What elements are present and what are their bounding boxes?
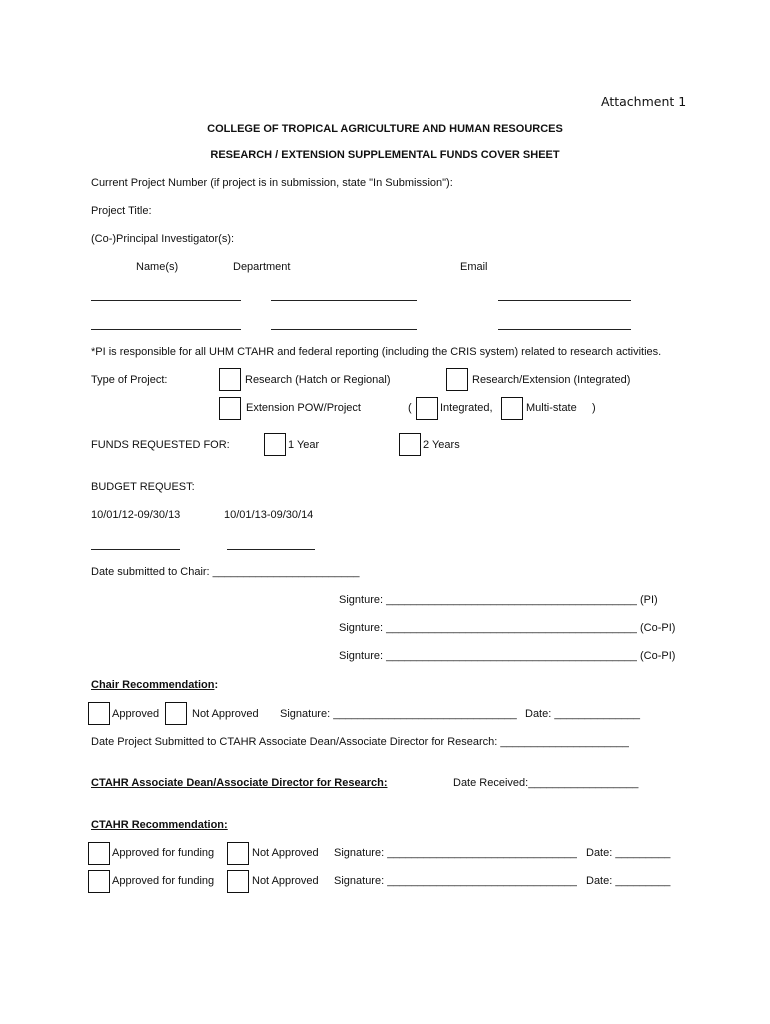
chair-approved-checkbox[interactable] <box>88 702 110 725</box>
two-years-checkbox[interactable] <box>399 433 421 456</box>
chair-recommendation-colon: : <box>214 679 219 691</box>
pi-label: (Co-)Principal Investigator(s): <box>91 233 235 245</box>
pi-email-field-2[interactable] <box>498 329 631 330</box>
approved-funding-checkbox-2[interactable] <box>88 870 110 893</box>
ctahr-recommendation-heading: CTAHR Recommendation: <box>91 819 228 831</box>
ctahr-signature-line-1[interactable]: Signature: _______________________________ <box>334 847 577 859</box>
pi-department-field-2[interactable] <box>271 329 417 330</box>
one-year-label: 1 Year <box>288 439 320 451</box>
ctahr-dean-heading: CTAHR Associate Dean/Associate Director for Research: <box>91 777 388 789</box>
pi-signature-line[interactable]: Signture: _________________________________________ (PI) <box>339 594 658 606</box>
chair-approved-label: Approved <box>112 708 160 720</box>
approved-funding-label-2: Approved for funding <box>112 875 215 887</box>
not-approved-checkbox-1[interactable] <box>227 842 249 865</box>
ctahr-signature-line-2[interactable]: Signature: _______________________________ <box>334 875 577 887</box>
pi-name-field-2[interactable] <box>91 329 241 330</box>
chair-recommendation-text: Chair Recommendation <box>91 679 215 691</box>
col-names-header: Name(s) <box>136 261 179 273</box>
integrated-checkbox[interactable] <box>416 397 438 420</box>
research-hatch-label: Research (Hatch or Regional) <box>245 374 391 386</box>
multistate-checkbox[interactable] <box>501 397 523 420</box>
budget-period-2: 10/01/13-09/30/14 <box>224 509 314 521</box>
budget-amount-field-2[interactable] <box>227 549 315 550</box>
chair-date-line[interactable]: Date: ______________ <box>525 708 640 720</box>
ctahr-date-line-1[interactable]: Date: _________ <box>586 847 671 859</box>
pi-department-field-1[interactable] <box>271 300 417 301</box>
date-submitted-chair[interactable]: Date submitted to Chair: ________________________ <box>91 566 360 578</box>
col-email-header: Email <box>460 261 488 273</box>
research-hatch-checkbox[interactable] <box>219 368 241 391</box>
research-extension-checkbox[interactable] <box>446 368 468 391</box>
multistate-label: Multi-state <box>526 402 577 414</box>
copi-signature-line-2[interactable]: Signture: _________________________________________ (Co-PI) <box>339 650 676 662</box>
pi-name-field-1[interactable] <box>91 300 241 301</box>
two-years-label: 2 Years <box>423 439 460 451</box>
form-title: RESEARCH / EXTENSION SUPPLEMENTAL FUNDS COVER SHEET <box>210 149 560 161</box>
integrated-label: Integrated, <box>440 402 493 414</box>
project-title-label: Project Title: <box>91 205 152 217</box>
pi-email-field-1[interactable] <box>498 300 631 301</box>
one-year-checkbox[interactable] <box>264 433 286 456</box>
date-received-line[interactable]: Date Received:__________________ <box>453 777 639 789</box>
chair-not-approved-label: Not Approved <box>192 708 259 720</box>
college-title: COLLEGE OF TROPICAL AGRICULTURE AND HUMAN RESOURCES <box>207 123 563 135</box>
project-type-label: Type of Project: <box>91 374 168 386</box>
budget-period-1: 10/01/12-09/30/13 <box>91 509 181 521</box>
chair-signature-line[interactable]: Signature: ______________________________ <box>280 708 517 720</box>
approved-funding-label-1: Approved for funding <box>112 847 215 859</box>
budget-amount-field-1[interactable] <box>91 549 180 550</box>
date-submitted-ctahr-line[interactable]: Date Project Submitted to CTAHR Associate Dean/Associate Director for Research: _____________________ <box>91 736 629 748</box>
col-department-header: Department <box>233 261 291 273</box>
chair-not-approved-checkbox[interactable] <box>165 702 187 725</box>
attachment-label: Attachment 1 <box>601 94 687 109</box>
research-extension-label: Research/Extension (Integrated) <box>472 374 631 386</box>
project-number-label: Current Project Number (if project is in submission, state "In Submission"): <box>91 177 453 189</box>
ctahr-date-line-2[interactable]: Date: _________ <box>586 875 671 887</box>
paren-open: ( <box>408 402 412 414</box>
not-approved-checkbox-2[interactable] <box>227 870 249 893</box>
not-approved-label-1: Not Approved <box>252 847 319 859</box>
extension-pow-checkbox[interactable] <box>219 397 241 420</box>
approved-funding-checkbox-1[interactable] <box>88 842 110 865</box>
budget-request-label: BUDGET REQUEST: <box>91 481 195 493</box>
not-approved-label-2: Not Approved <box>252 875 319 887</box>
pi-responsibility-note: *PI is responsible for all UHM CTAHR and federal reporting (including the CRIS system) related to research activities. <box>91 346 662 358</box>
funds-requested-label: FUNDS REQUESTED FOR: <box>91 439 230 451</box>
copi-signature-line-1[interactable]: Signture: _________________________________________ (Co-PI) <box>339 622 676 634</box>
extension-pow-label: Extension POW/Project <box>246 402 361 414</box>
paren-close: ) <box>592 402 596 414</box>
chair-recommendation-heading <box>91 679 218 691</box>
